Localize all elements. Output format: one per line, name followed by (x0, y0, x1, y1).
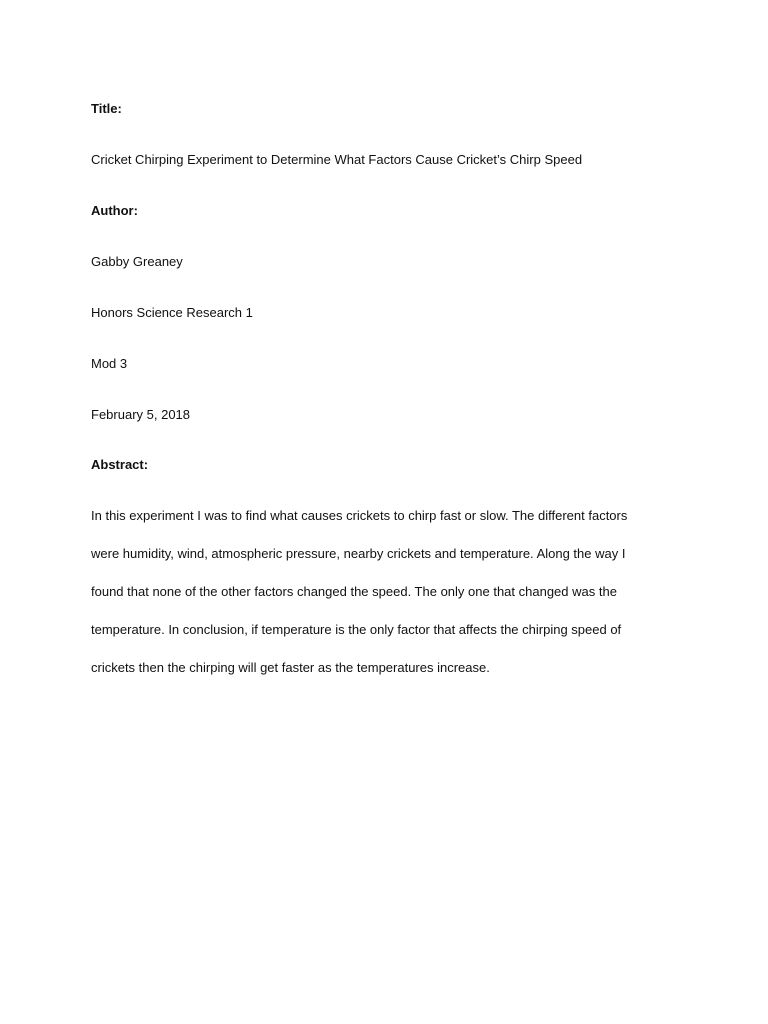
title-text: Cricket Chirping Experiment to Determine What Factors Cause Cricket’s Chirp Speed (91, 152, 583, 167)
abstract-line: temperature. In conclusion, if temperature is the only factor that affects the chirping speed of (91, 622, 622, 637)
title-heading: Title: (91, 101, 122, 116)
abstract-heading: Abstract: (91, 457, 149, 472)
abstract-line: crickets then the chirping will get faster as the temperatures increase. (91, 660, 490, 675)
mod-label: Mod 3 (91, 356, 128, 371)
abstract-body (91, 508, 627, 698)
abstract-line: In this experiment I was to find what causes crickets to chirp fast or slow. The different factors (91, 508, 628, 523)
document-date: February 5, 2018 (91, 407, 191, 422)
author-heading: Author: (91, 203, 138, 218)
abstract-line: found that none of the other factors changed the speed. The only one that changed was the (91, 584, 617, 599)
author-name: Gabby Greaney (91, 254, 183, 269)
course-name: Honors Science Research 1 (91, 305, 253, 320)
abstract-line: were humidity, wind, atmospheric pressure, nearby crickets and temperature. Along the way I (91, 546, 626, 561)
